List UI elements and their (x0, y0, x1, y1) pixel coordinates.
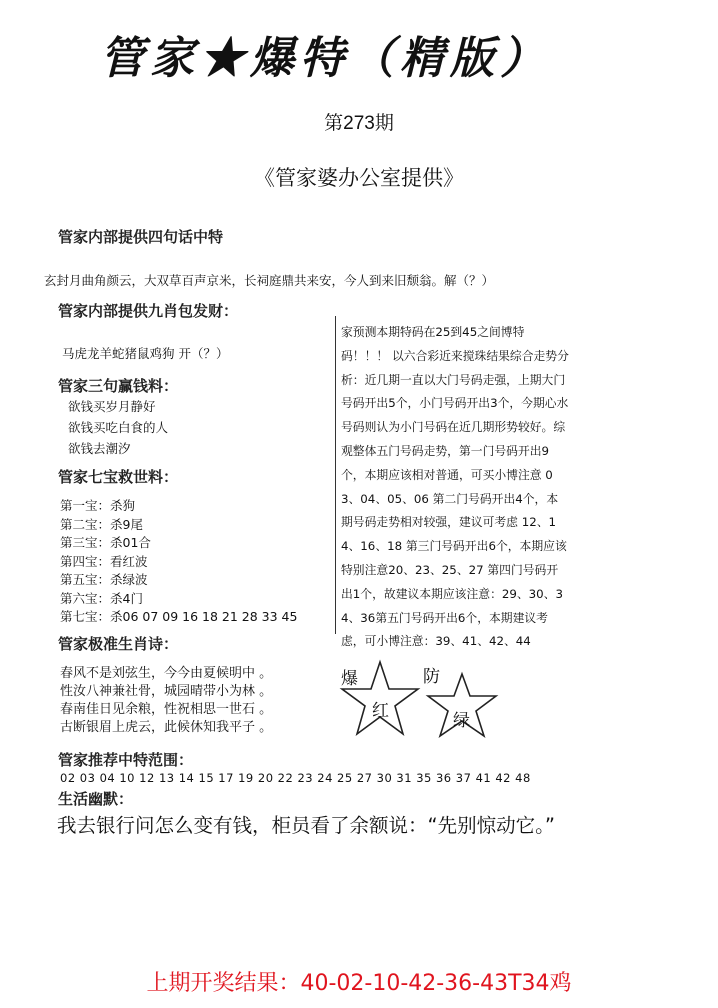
analysis-text: 家预测本期特码在25到45之间博特码！！！ 以六合彩近来搅珠结果综合走势分析：近几期一直以大门号码走强，上期大门号码开出5个，小门号码开出3个，今期心水号码则认为小门号码在近几期形势较好。综观整体五门号码走势，第一门号码开出9个，本期应该相对普通，可买小博注意 03、04、05、06 第二门号码开出4个，本期号码走势相对较强，建议可考虑 12、14、16、18 第三门号码开出6个，本期应该特别注意20、23、25、27 第四门号码开出1个，故建议本期应该注意：29、30、34、36第五门号码开出6个，本期建议考虑，可小博注意：39、41、42、44 (341, 325, 569, 649)
humor-text: 我去银行问怎么变有钱，柜员看了余额说：“先别惊动它。” (57, 814, 555, 837)
treasure-item: 第三宝：杀01合 (60, 535, 151, 550)
range-numbers: 02 03 04 10 12 13 14 15 17 19 20 22 23 24 25 27 30 31 35 36 37 41 42 48 (60, 771, 531, 785)
page-title: 管家★爆特（精版） (100, 33, 550, 84)
poem-heading: 管家极准生肖诗： (58, 635, 179, 653)
range-heading: 管家推荐中特范围： (58, 751, 194, 769)
treasure-item: 第一宝：杀狗 (60, 498, 136, 513)
four-lines-text: 玄封月曲角颜云，大双草百声京米，长祠庭鼎共来安，今人到来旧颓翁。解（？） (44, 273, 495, 288)
humor-heading: 生活幽默： (58, 790, 134, 808)
nine-zodiac-heading: 管家内部提供九肖包发财： (58, 302, 239, 320)
poem-line: 古断银眉上虎云，此候休知我平子 。 (60, 720, 273, 735)
badge-right-top-label: 防 (423, 667, 440, 687)
badge-left-top-label: 爆 (341, 669, 358, 689)
badge-stars (336, 656, 516, 748)
badge-green-label: 绿 (453, 711, 470, 731)
poem-lines (60, 665, 272, 737)
treasure-item: 第七宝：杀06 07 09 16 18 21 28 33 45 (60, 609, 298, 624)
poem-line: 春风不是刘弦生，今今由夏候明中 。 (60, 666, 273, 681)
last-draw-result: 上期开奖结果：40-02-10-42-36-43T34鸡 (146, 971, 572, 996)
treasure-item: 第六宝：杀4门 (60, 590, 143, 606)
three-sentences-line: 欲钱买吃白食的人 (68, 420, 169, 435)
treasure-item: 第四宝：看红波 (60, 553, 148, 569)
badge-red-label: 红 (372, 701, 389, 721)
four-lines-heading: 管家内部提供四句话中特 (58, 228, 224, 246)
poem-line: 性汝八神兼社骨，城园晴带小为林 。 (60, 684, 273, 699)
stars-graphic (336, 656, 516, 748)
analysis-box (335, 316, 572, 649)
treasure-item: 第五宝：杀绿波 (60, 572, 148, 587)
issue-number: 第273期 (324, 113, 394, 134)
nine-zodiac-text: 马虎龙羊蛇猪鼠鸡狗 开（？） (62, 346, 229, 361)
three-sentences-line: 欲钱买岁月静好 (68, 399, 156, 414)
three-sentences-line: 欲钱去潮汐 (68, 441, 131, 456)
three-sentences-heading: 管家三句赢钱料： (58, 377, 179, 395)
provider-line: 《管家婆办公室提供》 (254, 166, 464, 190)
three-sentences-list (68, 396, 168, 459)
poem-line: 春南佳日见余粮，性祝相思一世石 。 (60, 702, 273, 717)
seven-treasures-list (60, 497, 297, 627)
treasure-item: 第二宝：杀9尾 (60, 516, 143, 532)
seven-treasures-heading: 管家七宝救世料： (58, 468, 179, 486)
